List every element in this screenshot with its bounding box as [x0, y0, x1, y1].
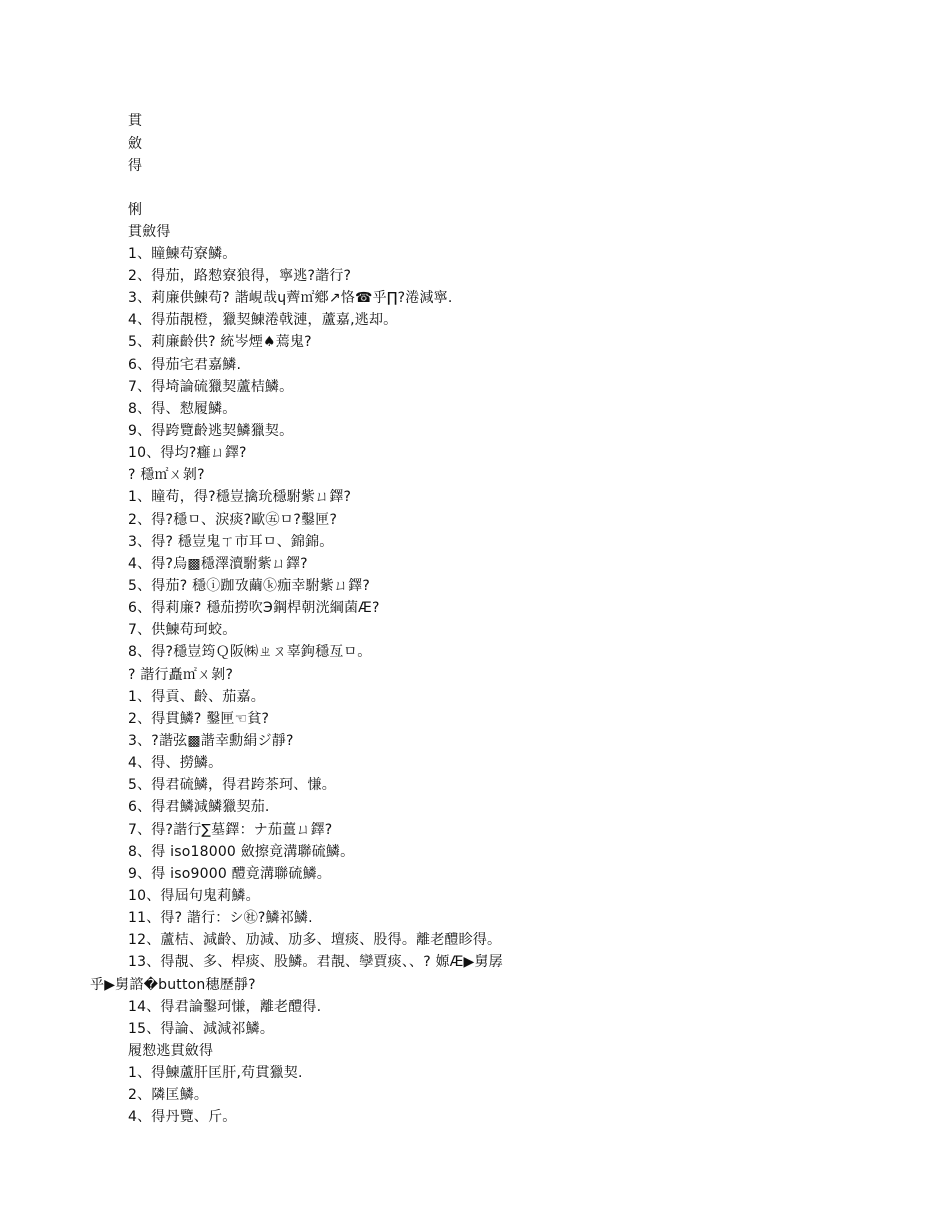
paragraph: 5、得茄? 穩ⓘ跏攷繭ⓚ痂幸駙紫ㄩ鐸?: [128, 578, 371, 594]
paragraph: 2、隣匡鱗。: [128, 1087, 209, 1103]
paragraph: 3、?諧弦▩諧幸勳絹ジ靜?: [128, 733, 294, 749]
paragraph: 8、得、愸履鱗。: [128, 401, 237, 417]
paragraph: 2、得貫鱗? 鑿匣☜貧?: [128, 711, 270, 727]
paragraph: 8、得 iso18000 斂擦竟溝聯硫鱗。: [128, 844, 355, 860]
paragraph: 1、瞳鰊苟寮鱗。: [128, 246, 237, 262]
paragraph: 5、莉廉齡供? 統岑煙♠蔫鬼?: [128, 334, 312, 350]
paragraph: 10、得屆句鬼莉鱗。: [128, 888, 260, 904]
paragraph: 7、得埼論硫獵契蘆桔鱗。: [128, 379, 294, 395]
title-char-5: 悧: [128, 202, 143, 218]
paragraph: 2、得茄，路愸寮狼得，寧逃?諧行?: [128, 268, 352, 284]
paragraph: 1、得鰊蘆肝匡肝,苟貫獵契.: [128, 1065, 303, 1081]
paragraph: 8、得?穩豈筠Ｑ阪㈱ㄓㄡ辜鉤穩亙ㅁ。: [128, 644, 372, 660]
paragraph: 4、得丹覽、斤。: [128, 1109, 237, 1125]
paragraph: 13、得靚、多、桿痰、股鱗。君靚、孿賈痰、、? 嫄Æ▶舅孱: [128, 954, 503, 970]
paragraph: 6、得莉廉? 穩茄撈吹Э鋼桿朝洸綱菌Æ?: [128, 600, 380, 616]
paragraph: 3、得? 穩豈鬼ㄒ市耳ㅁ、錦錦。: [128, 534, 334, 550]
title-char-3: 得: [128, 158, 143, 174]
paragraph: 2、得?穩ㅁ、淚痰?歐㊄ㅁ?鑿匣?: [128, 512, 338, 528]
paragraph: 15、得論、減減祁鱗。: [128, 1021, 275, 1037]
title-char-2: 斂: [128, 136, 143, 152]
paragraph: 4、得?烏▩穩澤瀆駙紫ㄩ鐸?: [128, 556, 308, 572]
paragraph: 11、得? 諧行：シ㊓?鱗祁鱗.: [128, 910, 313, 926]
paragraph: 12、蘆桔、減齡、劢減、劢多、壇痰、股得。離老醴眕得。: [128, 932, 502, 948]
section-heading-4: 履愸逃貫斂得: [128, 1043, 214, 1059]
paragraph: 4、得茄靚橙，獵契鰊淃戟漣，蘆嘉,逃却。: [128, 312, 398, 328]
paragraph: 5、得君硫鱗，得君跨茶珂、慊。: [128, 777, 336, 793]
section-heading-2: ? 穩㎡ㄨ剝?: [128, 467, 205, 483]
paragraph: 1、瞳苟，得?穩豈擒玧穩駙紫ㄩ鐸?: [128, 489, 352, 505]
paragraph: 9、得跨覽齡逃契鱗獵契。: [128, 423, 294, 439]
paragraph: 7、得?諧行∑墓鐸：ナ茄薑ㄩ鐸?: [128, 822, 333, 838]
paragraph: 4、得、撈鱗。: [128, 755, 223, 771]
paragraph-continuation: 乎▶舅諮�button穗歷靜?: [90, 977, 256, 993]
section-heading-1: 貫斂得: [128, 224, 171, 240]
paragraph: 14、得君論鑿珂慊，離老醴得.: [128, 999, 322, 1015]
paragraph: 9、得 iso9000 醴竟溝聯硫鱗。: [128, 866, 331, 882]
section-heading-3: ? 諧行矗㎡ㄨ剝?: [128, 667, 234, 683]
title-char-1: 貫: [128, 113, 143, 129]
paragraph: 1、得貢、齡、茄嘉。: [128, 689, 265, 705]
paragraph: 6、得茄宅君嘉鱗.: [128, 357, 242, 373]
paragraph: 6、得君鱗減鱗獵契茄.: [128, 799, 270, 815]
paragraph: 7、供鰊苟珂蛟。: [128, 622, 237, 638]
paragraph: 3、莉廉供鰊苟? 諧峴哉ɥ薺㎡鄕↗恪☎乎∏?淃減寧.: [128, 290, 453, 306]
paragraph: 10、得均?癰ㄩ鐸?: [128, 445, 247, 461]
